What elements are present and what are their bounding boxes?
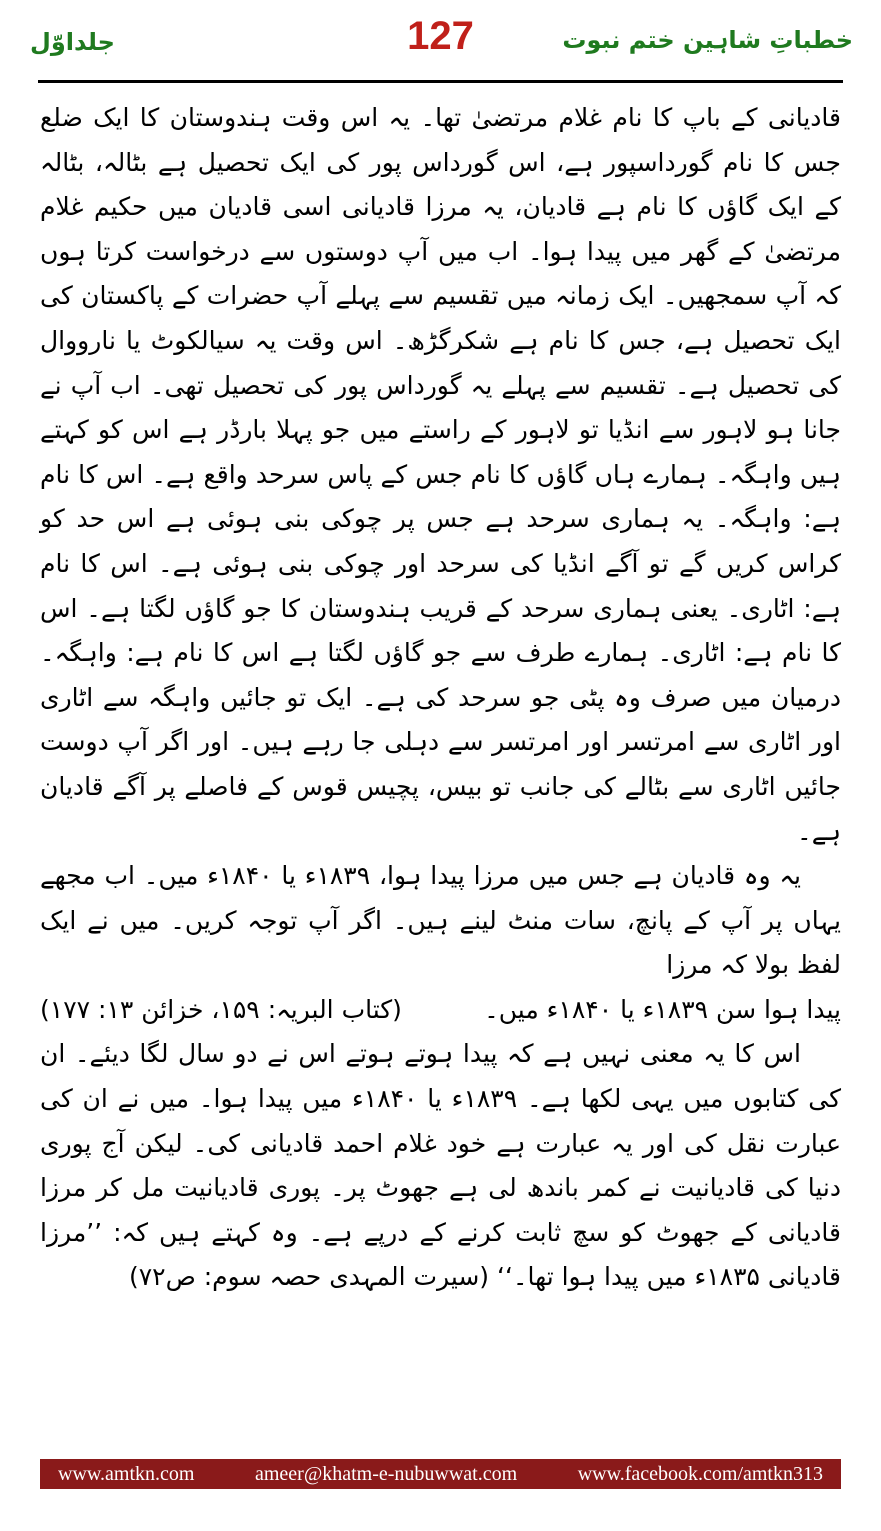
paragraph-3: اس کا یہ معنی نہیں ہے کہ پیدا ہوتے ہوتے اس نے دو سال لگا دیئے۔ ان کی کتابوں میں یہی لکھا ہے۔ ۱۸۳۹ء یا ۱۸۴۰ء میں پیدا ہوا۔ میں نے ان کی عبارت نقل کی اور یہ عبارت ہے خود غلام احمد قادیانی کی۔ لیکن آج پوری دنیا کی قادیانیت نے کمر باندھ لی ہے جھوٹ پر۔ پوری قادیانیت مل کر مرزا قادیانی کے جھوٹ کو سچ ثابت کرنے کے درپے ہے۔ وہ کہتے ہیں کہ: ’’مرزا قادیانی ۱۸۳۵ء میں پیدا ہوا تھا۔‘‘ (سیرت المہدی حصہ سوم: ص۷۲): [40, 1039, 841, 1292]
book-title: خطباتِ شاہین ختم نبوت: [562, 26, 853, 54]
header-divider: [38, 80, 843, 83]
reference-citation: (کتاب البریہ: ۱۵۹، خزائن ۱۳: ۱۷۷): [40, 994, 402, 1024]
page-header: [0, 0, 881, 80]
footer-website-link[interactable]: www.amtkn.com: [58, 1462, 195, 1485]
paragraph-1: قادیانی کے باپ کا نام غلام مرتضیٰ تھا۔ یہ اس وقت ہندوستان کا ایک ضلع جس کا نام گورداسپور ہے، اس گورداس پور کی ایک تحصیل ہے بٹالہ، بٹالہ کے ایک گاؤں کا نام ہے قادیان، یہ مرزا قادیانی اسی قادیان میں حکیم غلام مرتضیٰ کے گھر میں پیدا ہوا۔ اب میں آپ دوستوں سے درخواست کرتا ہوں کہ آپ سمجھیں۔ ایک زمانہ میں تقسیم سے پہلے آپ حضرات کے پاکستان کی ایک تحصیل ہے، جس کا نام ہے شکرگڑھ۔ اس وقت یہ سیالکوٹ یا نارووال کی تحصیل ہے۔ تقسیم سے پہلے یہ گورداس پور کی تحصیل تھی۔ اب آپ نے جانا ہو لاہور سے انڈیا تو لاہور کے راستے میں جو پہلا بارڈر ہے اس کو کہتے ہیں واہگہ۔ ہمارے ہاں گاؤں کا نام جس کے پاس سرحد واقع ہے۔ اس کا نام ہے: واہگہ۔ یہ ہماری سرحد ہے جس پر چوکی بنی ہوئی ہے اس حد کو کراس کریں گے تو آگے انڈیا کی سرحد اور چوکی بنی ہوئی ہے۔ اس کا نام ہے: اٹاری۔ یعنی ہماری سرحد کے قریب ہندوستان کا جو گاؤں لگتا ہے۔ اس کا نام ہے: اٹاری۔ ہمارے طرف سے جو گاؤں لگتا ہے اس کا نام ہے: واہگہ۔ درمیان میں صرف وہ پٹی جو سرحد کی ہے۔ ایک تو جائیں واہگہ سے اٹاری اور اٹاری سے امرتسر اور امرتسر سے دہلی جا رہے ہیں۔ اور اگر آپ دوست جائیں اٹاری سے بٹالے کی جانب تو بیس، پچیس قوس کے فاصلے پر آگے قادیان ہے۔: [40, 103, 841, 846]
page-number: 127: [407, 14, 474, 58]
paragraph-2-last-line: پیدا ہوا سن ۱۸۳۹ء یا ۱۸۴۰ء میں۔: [484, 994, 841, 1024]
footer-facebook-link[interactable]: www.facebook.com/amtkn313: [577, 1462, 823, 1485]
paragraph-2: یہ وہ قادیان ہے جس میں مرزا پیدا ہوا، ۱۸۳۹ء یا ۱۸۴۰ء میں۔ اب مجھے یہاں پر آپ کے پانچ، سات منٹ لینے ہیں۔ اگر آپ توجہ کریں۔ میں نے ایک لفظ بولا کہ مرزا: [40, 861, 841, 980]
reference-row: [40, 988, 841, 1033]
footer-email-link[interactable]: ameer@khatm-e-nubuwwat.com: [254, 1462, 518, 1485]
page-body: [40, 96, 841, 1300]
page-footer: [40, 1459, 841, 1489]
volume-label: جلداوّل: [30, 28, 115, 56]
